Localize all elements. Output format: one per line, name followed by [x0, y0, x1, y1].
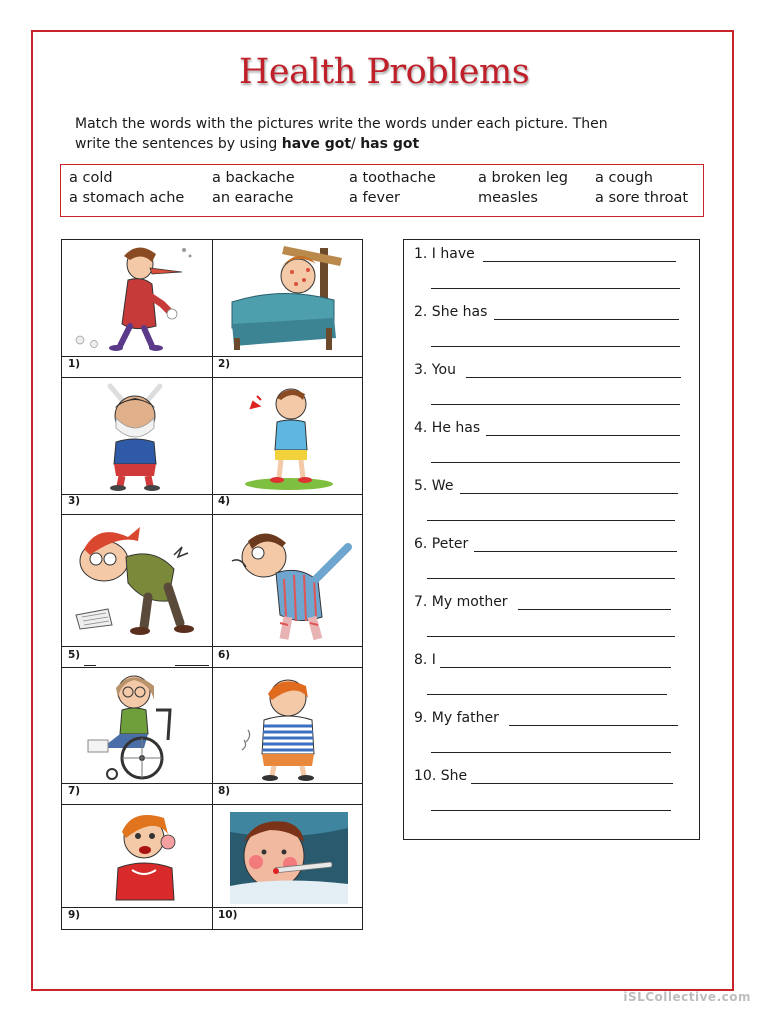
- word-earache: an earache: [212, 190, 294, 206]
- sentence-9: 9. My father: [414, 710, 499, 726]
- grid-line: [62, 667, 362, 668]
- answer-line[interactable]: [509, 725, 678, 726]
- picture-label-4: 4): [218, 495, 231, 507]
- answer-line[interactable]: [431, 462, 680, 463]
- grid-line: [62, 783, 362, 784]
- sentence-8: 8. I: [414, 652, 436, 668]
- grid-line: [62, 907, 362, 908]
- picture-label-2: 2): [218, 358, 231, 370]
- answer-line[interactable]: [494, 319, 679, 320]
- sentence-6: 6. Peter: [414, 536, 469, 552]
- answer-line[interactable]: [427, 636, 675, 637]
- word-sore-throat: a sore throat: [595, 190, 689, 206]
- sentence-7: 7. My mother: [414, 594, 508, 610]
- picture-grid: [61, 239, 363, 930]
- instructions-line-1: Match the words with the pictures write the words under each picture. Then: [75, 116, 608, 132]
- answer-line[interactable]: [471, 783, 673, 784]
- grid-line: [62, 356, 362, 357]
- picture-label-9: 9): [68, 909, 81, 921]
- backache-man-illustration: [68, 517, 208, 643]
- grid-line: [62, 514, 362, 515]
- picture-label-7: 7): [68, 785, 81, 797]
- instructions-separator: /: [351, 136, 361, 152]
- answer-line[interactable]: [431, 404, 680, 405]
- stomach-ache-boy-illustration: [234, 672, 344, 782]
- grid-line: [62, 646, 362, 647]
- instructions-line-2: [75, 134, 695, 154]
- word-cold: a cold: [69, 170, 113, 186]
- sentence-1: 1. I have: [414, 246, 475, 262]
- word-toothache: a toothache: [349, 170, 436, 186]
- answer-line[interactable]: [431, 288, 680, 289]
- site-watermark: iSLCollective.com: [623, 990, 751, 1004]
- answer-line[interactable]: [483, 261, 676, 262]
- grid-line: [62, 804, 362, 805]
- answer-line[interactable]: [431, 810, 671, 811]
- picture-label-6: 6): [218, 649, 231, 661]
- answer-line[interactable]: [427, 520, 675, 521]
- answer-line[interactable]: [427, 578, 675, 579]
- sore-throat-boy-illustration: [102, 808, 188, 904]
- word-stomach-ache: a stomach ache: [69, 190, 185, 206]
- toothache-boy-illustration: [82, 380, 192, 492]
- word-measles: measles: [478, 190, 538, 206]
- boy-holding-head-illustration: [227, 380, 351, 492]
- picture-label-10: 10): [218, 909, 238, 921]
- answer-line[interactable]: [431, 752, 671, 753]
- sick-in-bed-with-spots-illustration: [222, 242, 358, 354]
- page-title: Health Problems: [238, 52, 530, 92]
- answer-line[interactable]: [431, 346, 680, 347]
- has-got-bold: has got: [360, 136, 420, 152]
- sentence-4: 4. He has: [414, 420, 481, 436]
- sentence-10: 10. She: [414, 768, 468, 784]
- answer-line[interactable]: [486, 435, 680, 436]
- answer-line[interactable]: [466, 377, 681, 378]
- sentence-5: 5. We: [414, 478, 454, 494]
- answer-line[interactable]: [474, 551, 677, 552]
- word-bank: [60, 164, 704, 217]
- picture-label-8: 8): [218, 785, 231, 797]
- picture-label-5: 5): [68, 649, 81, 661]
- coughing-man-illustration: [218, 517, 358, 643]
- instructions-prefix: write the sentences by using: [75, 136, 282, 152]
- sick-with-cold-illustration: [72, 242, 202, 354]
- sentence-3: 3. You: [414, 362, 456, 378]
- answer-line[interactable]: [460, 493, 678, 494]
- fever-with-thermometer-illustration: [230, 812, 348, 904]
- answer-line[interactable]: [427, 694, 667, 695]
- word-broken-leg: a broken leg: [478, 170, 568, 186]
- picture-label-3: 3): [68, 495, 81, 507]
- grid-line: [62, 494, 362, 495]
- word-cough: a cough: [595, 170, 653, 186]
- word-fever: a fever: [349, 190, 400, 206]
- sentence-box: [403, 239, 700, 840]
- answer-blank: [175, 665, 209, 666]
- grid-divider-vertical: [212, 240, 213, 929]
- word-backache: a backache: [212, 170, 295, 186]
- picture-label-1: 1): [68, 358, 81, 370]
- sentence-2: 2. She has: [414, 304, 488, 320]
- answer-line[interactable]: [518, 609, 671, 610]
- broken-leg-wheelchair-illustration: [82, 670, 202, 782]
- have-got-bold: have got: [281, 136, 352, 152]
- answer-blank: [84, 665, 96, 666]
- instructions: [75, 114, 695, 154]
- grid-line: [62, 377, 362, 378]
- answer-line[interactable]: [440, 667, 671, 668]
